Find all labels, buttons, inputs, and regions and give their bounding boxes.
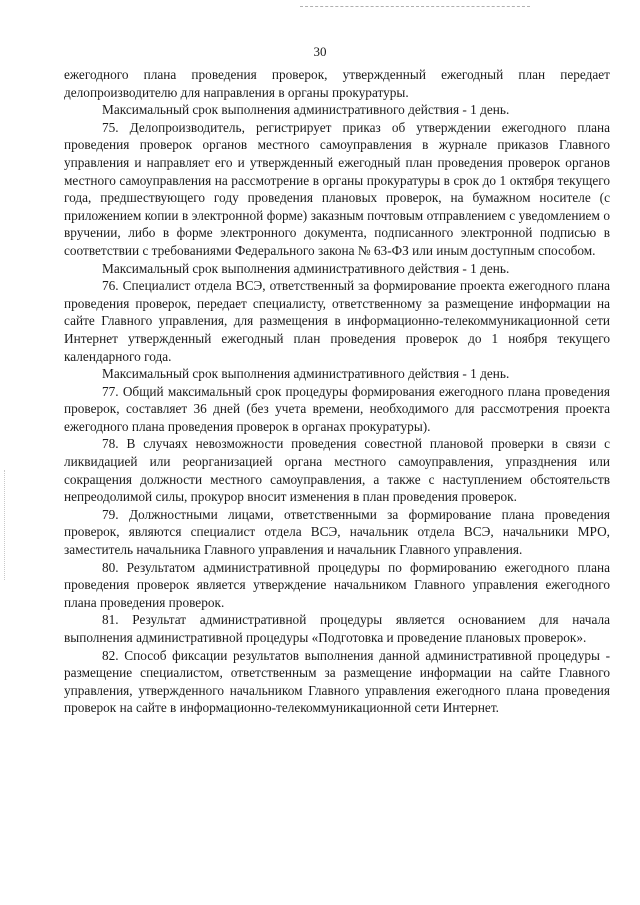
- scan-artifact-left: [4, 470, 6, 580]
- paragraph-81: 81. Результат административной процедуры является основанием для начала выполнения административной процедуры «Подготовка и проведение плановых проверок».: [64, 612, 610, 645]
- paragraph-82: 82. Способ фиксации результатов выполнения данной административной процедуры - размещение специалистом, ответственным за размещение информации на сайте Главного управления, утвержденного начальником Главного управления ежегодного плана проведения проверок на сайте в информационно-телекоммуникационной сети Интернет.: [64, 647, 610, 716]
- paragraph-75: 75. Делопроизводитель, регистрирует приказ об утверждении ежегодного плана проведения проверок органов местного самоуправления в журнале приказов Главного управления и направляет его и утвержденный ежегодный план проведения проверок органов местного самоуправления на рассмотрение в органы прокуратуры в срок до 1 октября текущего года, предшествующего году проведения плановых проверок, на бумажном носителе (с приложением копии в электронной форме) заказным почтовым отправлением с уведомлением о вручении, либо в форме электронного документа, подписанного электронной подписью в соответствии с требованиями Федерального закона № 63-ФЗ или иным доступным способом.: [64, 119, 610, 258]
- page-number: 30: [313, 44, 327, 59]
- paragraph-78: 78. В случаях невозможности проведения совестной плановой проверки в связи с ликвидацией или реорганизацией органа местного самоуправления, упразднения или сокращения должности местного самоуправления, а также с наступлением обстоятельств непреодолимой силы, прокурор вносит изменения в план проведения проверок.: [64, 436, 610, 505]
- paragraph-continuation: ежегодного плана проведения проверок, утвержденный ежегодный план передает делопроизводителю для направления в органы прокуратуры.: [64, 67, 610, 100]
- paragraph-76: 76. Специалист отдела ВСЭ, ответственный за формирование проекта ежегодного плана проведения проверок, передает специалисту, ответственному за размещение информации на сайте Главного управления, для размещения в информационно-телекоммуникационной сети Интернет утвержденный ежегодный план проведения проверок до 1 ноября текущего календарного года.: [64, 278, 610, 364]
- paragraph-80: 80. Результатом административной процедуры по формированию ежегодного плана проведения проверок является утверждение начальником Главного управления ежегодного плана проведения проверок.: [64, 559, 610, 610]
- paragraph-79: 79. Должностными лицами, ответственными за формирование плана проведения проверок, являются специалист отдела ВСЭ, начальник отдела ВСЭ, начальники МРО, заместитель начальника Главного управления и начальник Главного управления.: [64, 506, 610, 558]
- scan-artifact-top: [300, 6, 530, 8]
- paragraph-max-term-2: Максимальный срок выполнения административного действия - 1 день.: [102, 260, 510, 276]
- paragraph-max-term-1: Максимальный срок выполнения административного действия - 1 день.: [102, 102, 510, 118]
- paragraph-max-term-3: Максимальный срок выполнения административного действия - 1 день.: [102, 366, 510, 382]
- document-body: [64, 66, 610, 717]
- paragraph-77: 77. Общий максимальный срок процедуры формирования ежегодного плана проведения проверок, составляет 36 дней (без учета времени, необходимого для рассмотрения проекта ежегодного плана проведения проверок в органах прокуратуры).: [64, 383, 610, 434]
